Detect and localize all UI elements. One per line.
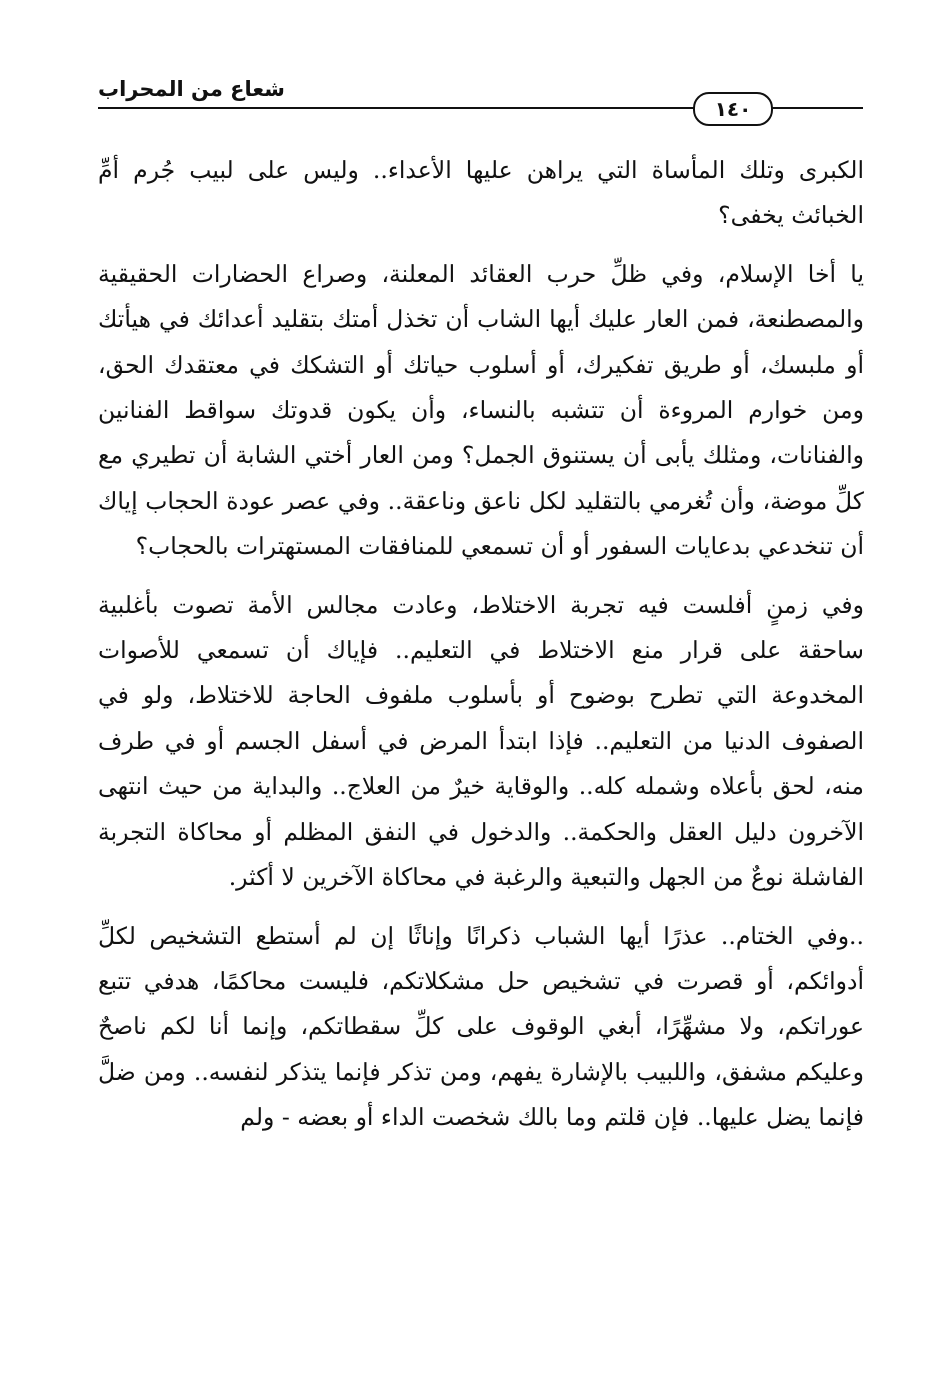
running-title: شعاع من المحراب bbox=[98, 77, 285, 101]
page-header bbox=[98, 68, 863, 128]
paragraph-2: يا أخا الإسلام، وفي ظلِّ حرب العقائد المعلنة، وصراع الحضارات الحقيقية والمصطنعة، فمن العار عليك أيها الشاب أن تخذل أمتك بتقليد أعدائك في هيأتك أو ملبسك، أو طريق تفكيرك، أو أسلوب حياتك أو التشكك في معتقدك الحق، ومن خوارم المروءة أن تتشبه بالنساء، وأن يكون قدوتك سواقط الفنانين والفنانات، ومثلك يأبى أن يستنوق الجمل؟ ومن العار أختي الشابة أن تطيري مع كلِّ موضة، وأن تُغرمي بالتقليد لكل ناعق وناعقة.. وفي عصر عودة الحجاب إياك أن تنخدعي بدعايات السفور أو أن تسمعي للمنافقات المستهترات بالحجاب؟ bbox=[98, 259, 864, 561]
paragraph-1: الكبرى وتلك المأساة التي يراهن عليها الأعداء.. وليس على لبيب جُرم أمِّ الخبائث يخفى؟ bbox=[98, 156, 864, 230]
page-number: ١٤٠ bbox=[693, 92, 773, 126]
paragraph-3: وفي زمنٍ أفلست فيه تجربة الاختلاط، وعادت مجالس الأمة تصوت بأغلبية ساحقة على قرار منع الاختلاط في التعليم.. فإياك أن تسمعي للأصوات المخدوعة التي تطرح بوضوح أو بأسلوب ملفوف الحاجة للاختلاط، ولو في الصفوف الدنيا من التعليم.. فإذا ابتدأ المرض في أسفل الجسم أو في طرف منه، لحق بأعلاه وشمله كله.. والوقاية خيرٌ من العلاج.. والبداية من حيث انتهى الآخرون دليل العقل والحكمة.. والدخول في النفق المظلم أو محاكاة التجربة الفاشلة نوعٌ من الجهل والتبعية والرغبة في محاكاة الآخرين لا أكثر. bbox=[98, 590, 864, 892]
paragraph-4: ..وفي الختام.. عذرًا أيها الشباب ذكرانًا وإناثًا إن لم أستطع التشخيص لكلِّ أدوائكم، أو قصرت في تشخيص حل مشكلاتكم، فليست محاكمًا، هدفي تتبع عوراتكم، ولا مشهِّرًا، أبغي الوقوف على كلِّ سقطاتكم، وإنما أنا لكم ناصحٌ وعليكم مشفق، واللبيب بالإشارة يفهم، ومن تذكر فإنما يتذكر لنفسه.. ومن ضلَّ فإنما يضل عليها.. فإن قلتم وما بالك شخصت الداء أو بعضه - ولم bbox=[98, 921, 864, 1132]
body-text bbox=[98, 148, 864, 1154]
